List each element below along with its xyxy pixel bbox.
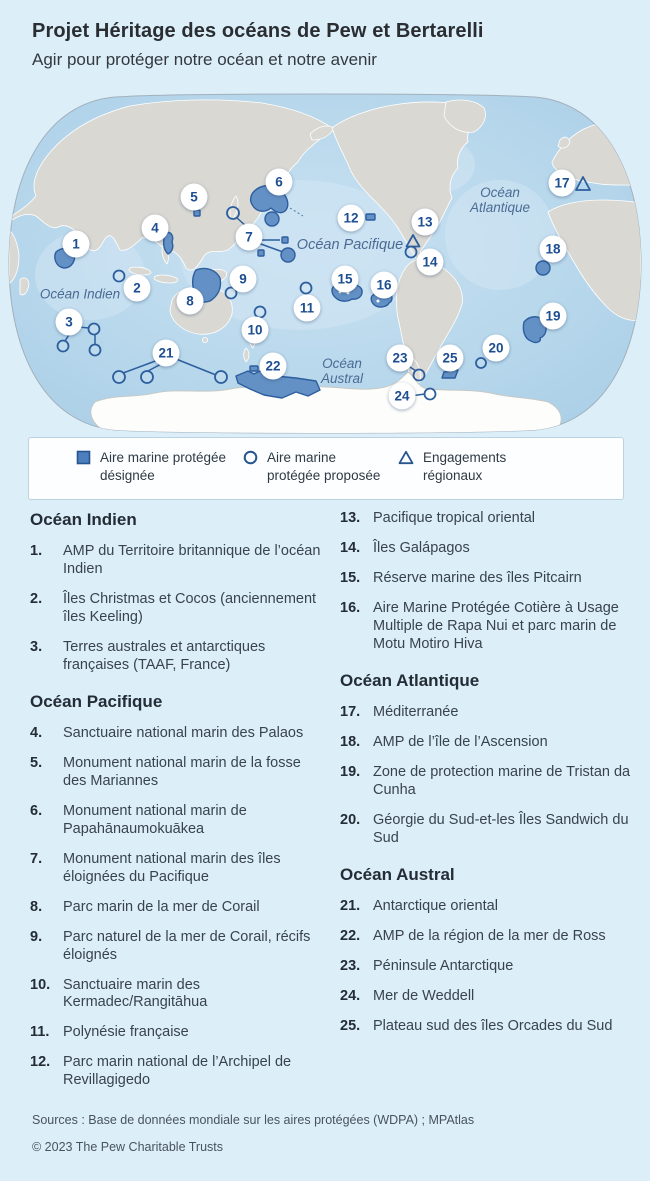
item-number: 18. <box>340 733 361 750</box>
proposed-mpa-circle <box>215 371 227 383</box>
marker-number: 1 <box>72 236 80 252</box>
item-text: Mer de Weddell <box>373 987 475 1004</box>
marker-number: 4 <box>151 220 159 236</box>
map-marker-11 <box>294 295 321 322</box>
marker-number: 6 <box>275 174 283 190</box>
ocean-label-atlantic <box>470 185 530 215</box>
item-text: Îles Christmas et Cocos (anciennement îles Keeling) <box>63 590 317 625</box>
map-marker-4 <box>142 215 169 242</box>
proposed-mpa-circle <box>114 271 125 282</box>
list-item <box>340 764 636 800</box>
item-number: 1. <box>30 543 43 559</box>
list-column-right <box>340 510 636 1047</box>
item-number: 22. <box>340 927 361 944</box>
legend-label-regional: Engagements régionaux <box>423 450 507 483</box>
map-marker-17 <box>549 170 576 197</box>
map-marker-1 <box>63 231 90 258</box>
map-marker-2 <box>124 275 151 302</box>
mpa-shape-pacific-remote-b <box>281 248 295 262</box>
list-item <box>30 851 326 887</box>
map-marker-15 <box>332 266 359 293</box>
item-number: 2. <box>30 590 43 607</box>
item-text: Géorgie du Sud-et-les Îles Sandwich du Sud <box>373 811 629 846</box>
page-subtitle: Agir pour protéger notre océan et notre avenir <box>32 50 377 69</box>
legend-item-regional <box>398 449 558 484</box>
item-number: 21. <box>340 897 361 914</box>
marker-number: 19 <box>545 308 561 324</box>
map-marker-9 <box>230 266 257 293</box>
list-item <box>340 570 636 588</box>
marker-number: 17 <box>554 175 570 191</box>
map-marker-25 <box>437 345 464 372</box>
legend-item-proposed <box>243 449 393 484</box>
item-text: Parc marin de la mer de Corail <box>63 898 260 915</box>
list-item <box>30 755 326 791</box>
designated-mpa-square-icon <box>76 450 91 465</box>
map-marker-24 <box>389 383 416 410</box>
item-text: AMP de la région de la mer de Ross <box>373 927 606 944</box>
page-title: Projet Héritage des océans de Pew et Bertarelli <box>32 20 484 42</box>
proposed-mpa-circle <box>113 371 125 383</box>
item-text: Pacifique tropical oriental <box>373 510 536 526</box>
item-number: 17. <box>340 703 361 720</box>
map-marker-18 <box>540 236 567 263</box>
ocean-label-atlantic-line2: Atlantique <box>469 200 531 215</box>
map-marker-12 <box>338 205 365 232</box>
item-number: 13. <box>340 510 361 526</box>
proposed-mpa-circle <box>58 341 69 352</box>
list-item <box>340 510 636 528</box>
proposed-mpa-circle <box>476 358 486 368</box>
section-indian-ocean <box>30 510 326 675</box>
section-heading: Océan Atlantique <box>340 670 480 690</box>
section-heading: Océan Indien <box>30 510 137 529</box>
mpa-shape-ross-sea-annex <box>250 366 258 371</box>
list-item <box>30 639 326 675</box>
item-number: 4. <box>30 724 43 741</box>
copyright-note: © 2023 The Pew Charitable Trusts <box>32 1140 224 1154</box>
marker-number: 12 <box>343 210 359 226</box>
item-number: 9. <box>30 928 43 945</box>
map-marker-16 <box>371 272 398 299</box>
marker-number: 13 <box>417 214 433 230</box>
marker-number: 18 <box>545 241 561 257</box>
item-number: 6. <box>30 802 43 819</box>
list-item <box>30 725 326 743</box>
item-number: 11. <box>30 1024 50 1041</box>
marker-number: 9 <box>239 271 247 287</box>
proposed-mpa-circle <box>141 371 153 383</box>
proposed-mpa-circle <box>89 324 100 335</box>
map-marker-14 <box>417 249 444 276</box>
footer <box>32 1113 630 1154</box>
marker-number: 22 <box>265 358 281 374</box>
list-item <box>340 704 636 722</box>
marker-number: 8 <box>186 293 194 309</box>
proposed-mpa-circle <box>425 389 436 400</box>
ocean-label-southern-line2: Austral <box>320 371 364 386</box>
marker-number: 24 <box>394 388 410 404</box>
ocean-label-indian: Océan Indien <box>39 286 121 302</box>
map-marker-21 <box>153 340 180 367</box>
item-text: AMP de l’île de l’Ascension <box>373 733 548 750</box>
list-item <box>30 1024 326 1042</box>
item-text: Terres australes et antarctiques françaises (TAAF, France) <box>63 638 266 673</box>
item-number: 16. <box>340 599 361 616</box>
item-number: 24. <box>340 987 361 1004</box>
map-legend <box>28 437 624 500</box>
marker-number: 14 <box>422 254 438 270</box>
proposed-mpa-circle-icon <box>243 450 258 465</box>
item-text: Réserve marine des îles Pitcairn <box>373 569 582 586</box>
item-text: Aire Marine Protégée Cotière à Usage Multiple de Rapa Nui et parc marin de Motu Motiro Hiva <box>373 599 619 652</box>
list-column-left <box>30 510 326 1102</box>
map-marker-23 <box>387 345 414 372</box>
marker-number: 7 <box>245 229 253 245</box>
item-text: Méditerranée <box>373 703 459 720</box>
section-pacific-ocean-continued <box>340 510 636 654</box>
mpa-shape-pacific-remote-c <box>282 237 288 243</box>
map-marker-6 <box>266 169 293 196</box>
marker-number: 25 <box>442 350 458 366</box>
world-map <box>0 0 650 440</box>
list-item <box>340 540 636 558</box>
proposed-mpa-circle <box>414 370 425 381</box>
ocean-label-atlantic-line1: Océan <box>480 184 520 200</box>
marker-number: 15 <box>337 271 353 287</box>
item-text: Monument national marin des îles éloignées du Pacifique <box>63 850 281 885</box>
marker-number: 2 <box>133 280 141 296</box>
mpa-shape-ascension <box>536 261 550 275</box>
map-marker-19 <box>540 303 567 330</box>
item-number: 15. <box>340 569 361 586</box>
item-number: 5. <box>30 754 43 771</box>
list-item <box>340 898 636 916</box>
proposed-mpa-circle <box>90 345 101 356</box>
list-item <box>30 929 326 965</box>
mpa-shape-revillagigedo <box>366 214 375 220</box>
marker-number: 5 <box>190 189 198 205</box>
item-number: 25. <box>340 1017 361 1034</box>
map-marker-8 <box>177 288 204 315</box>
section-southern-ocean <box>340 865 636 1036</box>
item-number: 8. <box>30 898 43 915</box>
legend-label-designated: Aire marine protégée désignée <box>100 450 227 483</box>
regional-commitment-triangle-icon <box>398 450 414 465</box>
section-heading: Océan Pacifique <box>30 691 163 711</box>
item-text: Îles Galápagos <box>373 539 470 556</box>
sources-note: Sources : Base de données mondiale sur les aires protégées (WDPA) ; MPAtlas <box>32 1113 475 1127</box>
item-text: Parc marin national de l’Archipel de Revillagigedo <box>63 1054 292 1089</box>
item-text: Antarctique oriental <box>373 897 498 914</box>
item-text: Polynésie française <box>63 1024 189 1041</box>
proposed-mpa-circle <box>301 283 312 294</box>
item-number: 14. <box>340 539 361 556</box>
ocean-label-pacific: Océan Pacifique <box>296 236 404 253</box>
list-item <box>30 543 326 579</box>
item-number: 10. <box>30 976 51 993</box>
landmass-tasmania <box>202 337 207 342</box>
ocean-label-southern <box>321 356 363 386</box>
marker-number: 21 <box>158 345 174 361</box>
list-item <box>30 899 326 917</box>
item-text: Sanctuaire marin des Kermadec/Rangitāhua <box>63 976 208 1011</box>
map-marker-10 <box>242 317 269 344</box>
list-item <box>340 928 636 946</box>
ocean-label-southern-line1: Océan <box>322 355 362 371</box>
section-atlantic-ocean <box>340 671 636 848</box>
list-item <box>340 1018 636 1036</box>
list-item <box>340 812 636 848</box>
marker-number: 20 <box>488 340 504 356</box>
proposed-mpa-circle <box>227 207 239 219</box>
mpa-shape-pacific-remote-a <box>265 212 279 226</box>
item-number: 20. <box>340 811 361 828</box>
list-item <box>30 1054 326 1090</box>
section-pacific-ocean <box>30 692 326 1091</box>
island-dot <box>377 300 380 303</box>
marker-number: 16 <box>376 277 392 293</box>
item-number: 23. <box>340 957 361 974</box>
map-marker-13 <box>412 209 439 236</box>
section-heading: Océan Austral <box>340 864 455 884</box>
list-item <box>340 600 636 654</box>
map-marker-5 <box>181 184 208 211</box>
legend-label-proposed: Aire marine protégée proposée <box>267 450 381 483</box>
item-text: Sanctuaire national marin des Palaos <box>63 724 304 741</box>
item-number: 7. <box>30 850 43 867</box>
item-text: AMP du Territoire britannique de l’océan Indien <box>63 543 321 577</box>
list-item <box>30 591 326 627</box>
legend-item-designated <box>76 449 236 484</box>
marker-number: 23 <box>392 350 408 366</box>
list-item <box>30 803 326 839</box>
list-item <box>340 734 636 752</box>
proposed-mpa-circle <box>406 247 417 258</box>
marker-number: 11 <box>299 300 315 316</box>
map-marker-22 <box>260 353 287 380</box>
list-item <box>30 977 326 1013</box>
map-marker-3 <box>56 309 83 336</box>
list-item <box>340 988 636 1006</box>
marker-number: 3 <box>65 314 73 330</box>
marker-number: 10 <box>247 322 263 338</box>
mpa-shape-marianas <box>194 210 200 216</box>
list-item <box>340 958 636 976</box>
item-text: Zone de protection marine de Tristan da Cunha <box>373 763 631 798</box>
map-marker-7 <box>236 224 263 251</box>
map-marker-20 <box>483 335 510 362</box>
item-text: Plateau sud des îles Orcades du Sud <box>373 1017 613 1034</box>
item-number: 19. <box>340 763 361 780</box>
item-text: Péninsule Antarctique <box>373 957 514 974</box>
item-text: Monument national marin de la fosse des Mariannes <box>63 754 301 789</box>
item-text: Parc naturel de la mer de Corail, récifs éloignés <box>63 928 311 963</box>
item-number: 3. <box>30 638 43 655</box>
item-number: 12. <box>30 1054 51 1071</box>
mpa-shape-pacific-remote-d <box>258 250 264 256</box>
item-text: Monument national marin de Papahānaumokuākea <box>63 802 247 837</box>
